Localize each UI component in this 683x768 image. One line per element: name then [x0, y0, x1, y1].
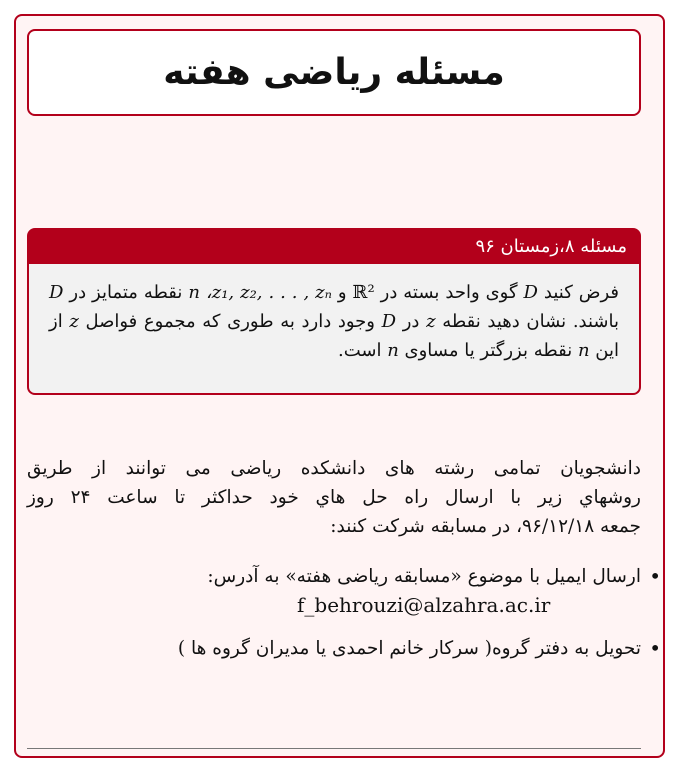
list-item-delivery — [27, 634, 641, 663]
math-D: D — [381, 311, 397, 332]
email-address-link[interactable]: f_behrouzi@alzahra.ac.ir — [297, 593, 551, 617]
problem-text: فرض کنید — [537, 282, 620, 303]
instructions-paragraph — [27, 454, 641, 541]
problem-text: وجود دارد به طوری که مجموع فواصل — [78, 311, 382, 332]
delivery-method-text: تحویل به دفتر گروه( سرکار خانم احمدی یا مدیران گروه ها ) — [177, 638, 641, 659]
problem-header — [27, 228, 641, 264]
submission-methods-list — [27, 562, 665, 677]
page-title: مسئله ریاضی هفته — [163, 52, 505, 93]
math-R2: ℝ² — [352, 282, 375, 303]
math-n: n — [387, 340, 399, 361]
problem-text: باشند. نشان دهید نقطه — [435, 311, 619, 332]
problem-header-label: مسئله ۸،زمستان ۹۶ — [475, 235, 627, 257]
problem-text: نقطه متمایز در — [63, 282, 189, 303]
problem-text: در — [396, 311, 427, 332]
list-item-email — [27, 562, 641, 620]
math-D: D — [523, 282, 538, 303]
math-n: n — [577, 340, 590, 361]
email-method-text: ارسال ایمیل با موضوع «مسابقه ریاضی هفته» به آدرس: — [207, 566, 641, 587]
math-points: n ،z₁, z₂, . . . , zₙ — [188, 282, 332, 303]
problem-statement — [27, 264, 641, 395]
problem-text: و — [331, 282, 353, 303]
math-z: z — [426, 311, 436, 332]
instructions-line: روشهاي زیر با ارسال راه حل هاي خود حداکثر تا ساعت ۲۴ روز — [27, 487, 641, 508]
math-D: D — [49, 282, 64, 303]
title-box — [27, 29, 641, 116]
problem-text: نقطه بزرگتر یا مساوی — [398, 340, 578, 361]
problem-text: گوی واحد بسته در — [374, 282, 524, 303]
instructions-line: دانشجویان تمامی رشته های دانشکده ریاضی می توانند از طریق — [27, 458, 641, 479]
problem-text: از این — [49, 311, 619, 361]
bottom-divider — [27, 748, 641, 749]
instructions-line: جمعه ۹۶/۱۲/۱۸، در مسابقه شرکت کنند: — [330, 516, 641, 537]
math-z: z — [69, 311, 79, 332]
problem-text: است. — [338, 340, 388, 361]
